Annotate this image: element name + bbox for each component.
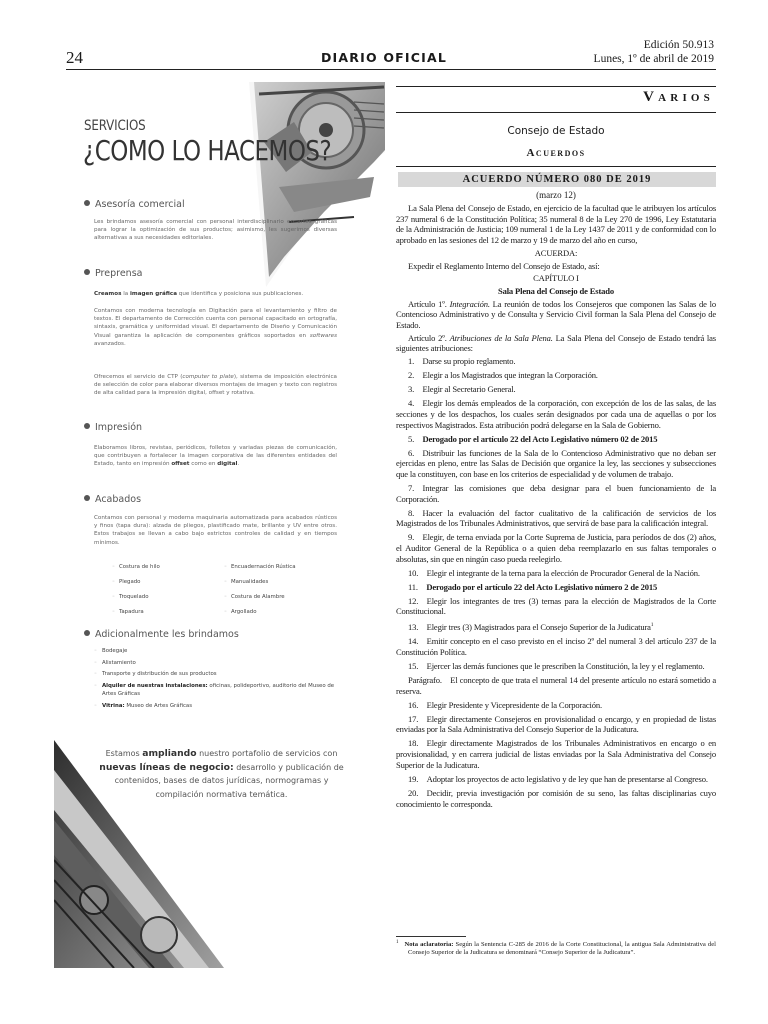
service-heading-asesoria xyxy=(84,199,185,210)
list-item: ◦ Encuadernación Rústica xyxy=(224,560,296,574)
extras-heading xyxy=(84,629,239,640)
section-title: Varios xyxy=(643,89,714,105)
extras-list xyxy=(94,647,339,713)
service-heading-impresion xyxy=(84,422,142,433)
list-item: ◦ Alistamiento xyxy=(94,659,339,668)
footnote: $^1$ Nota aclaratoria: Según la Sentencia C-285 de 2016 de la Corte Constitucional, la antigua Sala Administrativa del Consejo Superior de la Judicatura se denominará “Consejo Superior de la Judicatura”. xyxy=(396,940,716,957)
service-heading-preprensa xyxy=(84,268,142,279)
list-item: ◦ Vitrina: Museo de Artes Gráficas xyxy=(94,702,339,711)
list-item: 13. Elegir tres (3) Magistrados para el Consejo Superior de la Judicatura$^1$ xyxy=(408,622,654,633)
list-item: 14. Emitir concepto en el caso previsto en el inciso 2º del numeral 3 del artículo 237 de la Constitución Política. xyxy=(396,636,716,658)
list-item: 1. Darse su propio reglamento. xyxy=(408,356,516,367)
chapter-title: Sala Plena del Consejo de Estado xyxy=(497,285,615,296)
list-item: 3. Elegir al Secretario General. xyxy=(408,384,516,395)
list-item: 10. Elegir el integrante de la terna para la elección de Procurador General de la Nación. xyxy=(408,567,700,578)
service-title: Asesoría comercial xyxy=(95,199,185,210)
list-item: ◦ Plegado xyxy=(112,575,140,589)
article-2: Artículo 2º. Atribuciones de la Sala Plena. La Sala Plena del Consejo de Estado tendrá las siguientes atribuciones: xyxy=(396,332,716,354)
list-item: 2. Elegir a los Magistrados que integran la Corporación. xyxy=(408,370,598,381)
acuerdo-title: ACUERDO NÚMERO 080 DE 2019 xyxy=(398,172,716,187)
ad-title: ¿COMO LO HACEMOS? xyxy=(83,134,332,167)
service-text-preprensa-a: Creamos la imagen gráfica que identifica y posiciona sus publicaciones. xyxy=(94,291,304,297)
list-item: 8. Hacer la evaluación del factor cualitativo de la calificación de servicios de los Magistrados de los Tribunales Administrativos, que servirá de base para la calificación integral. xyxy=(396,507,716,529)
organization-name: Consejo de Estado xyxy=(507,125,605,137)
service-title: Impresión xyxy=(95,422,143,433)
header-rule xyxy=(66,69,716,70)
service-text-acabados: Contamos con personal y moderna maquinaria automatizada para acabados rústicos y finos (tapa dura): alzada de pliegos, plastificado mate, brillante y UV entre otros. Estos trabajos se llevan a cabo bajo estrictos controles de calidad y en tiempos mínimos. xyxy=(94,515,337,546)
edition-number: Edición 50.913 xyxy=(643,39,714,51)
list-item: ◦ Manualidades xyxy=(224,575,268,589)
preamble: La Sala Plena del Consejo de Estado, en ejercicio de la facultad que le atribuyen los artículos 237 numeral 6 de la Constitución Política; 35 numeral 8 de la Ley 270 de 1996, Ley Estatutaria de la Administración de Justicia; 109 numeral 1 de la Ley 1437 de 2011 y de conformidad con lo aprobado en las sesiones del 12 de marzo y 19 de marzo del año en curso, xyxy=(396,203,716,246)
list-item: 15. Ejercer las demás funciones que le prescriben la Constitución, la ley y el reglamento. xyxy=(408,661,705,672)
service-title: Preprensa xyxy=(95,268,143,279)
bullet-icon xyxy=(84,630,90,636)
ad-footer-text: Estamos ampliando nuestro portafolio de servicios con nuevas líneas de negocio: desarrollo y publicación de contenidos, bases de datos jurídicas, normogramas y compilación normativa temática. xyxy=(99,748,344,799)
newspaper-name: DIARIO OFICIAL xyxy=(320,50,448,65)
service-heading-acabados xyxy=(84,494,141,505)
list-item: 7. Integrar las comisiones que deba designar para el buen funcionamiento de la Corporación. xyxy=(396,482,716,504)
list-item: ◦ Transporte y distribución de sus productos xyxy=(94,670,339,679)
service-text-asesoria: Les brindamos asesoría comercial con personal interdisciplinario en artes gráficas para lograr la optimización de sus productos; asimismo, les sugerimos diversas alternativas a sus necesidades editoriales. xyxy=(94,219,337,242)
list-item: 4. Elegir los demás empleados de la corporación, con excepción de los de las salas, de las secciones y de los despachos, los cuales serán designados por cada una de aquellas o por los respectivos Magistrados. Esta atribución podrá delegarse en la Sala de Gobierno. xyxy=(396,398,716,430)
list-item: ◦ Bodegaje xyxy=(94,647,339,656)
bullet-icon xyxy=(84,423,90,429)
article-1: Artículo 1º. Integración. La reunión de todos los Consejeros que componen las Salas de lo Contencioso Administrativo y de Consulta y Servicio Civil forman la Sala Plena del Consejo de Estado. xyxy=(396,298,716,331)
edition-info xyxy=(594,38,714,66)
list-item: 19. Adoptar los proyectos de acto legislativo y de ley que han de presentarse al Congreso. xyxy=(408,773,708,784)
list-item: 18. Elegir directamente Magistrados de los Tribunales Administrativos en encargo o en provisionalidad, y en carrera judicial de listas enviadas por la Sala Administrativa del Consejo Superior de la Judicatura. xyxy=(396,738,716,770)
expedir-line: Expedir el Reglamento Interno del Consejo de Estado, así: xyxy=(408,260,600,271)
list-item: ◦ Costura de hilo xyxy=(112,560,160,574)
acuerdo-date: (marzo 12) xyxy=(536,190,576,200)
list-item: 12. Elegir los integrantes de tres (3) ternas para la elección de Magistrados de la Corte Constitucional. xyxy=(396,595,716,617)
section-rule-bottom xyxy=(396,112,716,113)
footnote-rule xyxy=(396,936,466,937)
list-item: ◦ Argollado xyxy=(224,605,257,619)
list-item: ◦ Alquiler de nuestras instalaciones: oficinas, polideportivo, auditorio del Museo de Artes Gráficas xyxy=(94,682,339,699)
list-item: ◦ Troquelado xyxy=(112,590,149,604)
list-item: 5. Derogado por el artículo 22 del Acto Legislativo número 02 de 2015 xyxy=(408,433,658,444)
acabados-list xyxy=(112,560,342,620)
ad-machinery-photo-top xyxy=(54,82,385,297)
list-item: Parágrafo. El concepto de que trata el numeral 14 del presente artículo no estará sometido a reserva. xyxy=(396,675,716,696)
ad-kicker: SERVICIOS xyxy=(84,118,146,134)
bullet-icon xyxy=(84,495,90,501)
service-title: Acabados xyxy=(95,494,142,505)
list-item: 16. Elegir Presidente y Vicepresidente de la Corporación. xyxy=(408,699,602,710)
list-item: ◦ Costura de Alambre xyxy=(224,590,285,604)
page-number: 24 xyxy=(66,48,83,67)
service-text-preprensa-b: Contamos con moderna tecnología en Digitación para el levantamiento y filtro de textos. El departamento de Corrección cuenta con personal capacitado en ortografía, sintaxis, gramática y uniformidad visual. El departamento de Diseño y Comunicación Visual garantiza la aplicación de componentes gráficos soportados en softwares avanzados. xyxy=(94,308,337,347)
service-text-impresion: Elaboramos libros, revistas, periódicos, folletos y variadas piezas de comunicación, que contribuyen a fortalecer la imagen corporativa de las diferentes entidades del Estado, tanto en impresión offset como en digital. xyxy=(94,445,337,468)
service-text-preprensa-c: Ofrecemos el servicio de CTP (computer to plate), sistema de imposición electrónica de selección de color para elaborar diversos montajes de imagen y texto con registros de alta calidad para la impresión digital, offset y rotativa. xyxy=(94,374,337,397)
list-item: 11. Derogado por el artículo 22 del Acto Legislativo número 2 de 2015 xyxy=(408,581,658,592)
list-item: 9. Elegir, de terna enviada por la Corte Suprema de Justicia, para períodos de dos (2) años, el Auditor General de la República o a quien deba reemplazarlo en sus faltas temporales o absolutas, sin que en ningún caso pueda reelegirlo. xyxy=(396,532,716,564)
bullet-icon xyxy=(84,200,90,206)
extras-title: Adicionalmente les brindamos xyxy=(95,629,239,640)
bullet-icon xyxy=(84,269,90,275)
section-rule-top xyxy=(396,86,716,87)
article-body xyxy=(396,203,716,813)
list-item: 20. Decidir, previa investigación por comisión de su seno, las faltas disciplinarias cuyo conocimiento le corresponda. xyxy=(396,787,716,809)
edition-date: Lunes, 1º de abril de 2019 xyxy=(593,53,714,65)
organization-subtitle: Acuerdos xyxy=(526,147,586,159)
acuerdo-rule xyxy=(396,166,716,167)
list-item: ◦ Tapadura xyxy=(112,605,144,619)
attributions-list xyxy=(396,356,716,809)
list-item: 17. Elegir directamente Consejeros en provisionalidad o encargo, y en propiedad de listas enviadas por la Sala Administrativa del Consejo Superior de la Judicatura. xyxy=(396,713,716,735)
services-advertisement xyxy=(54,82,385,968)
list-item: 6. Distribuir las funciones de la Sala de lo Contencioso Administrativo que no deban ser ejercidas en pleno, entre las Salas de Decisión que organice la ley, las secciones y subsecciones que la constituyen, con base en los criterios de especialidad y de volumen de trabajo. xyxy=(396,447,716,479)
acuerda-heading: ACUERDA: xyxy=(534,247,578,258)
chapter-number: CAPÍTULO I xyxy=(533,273,579,284)
